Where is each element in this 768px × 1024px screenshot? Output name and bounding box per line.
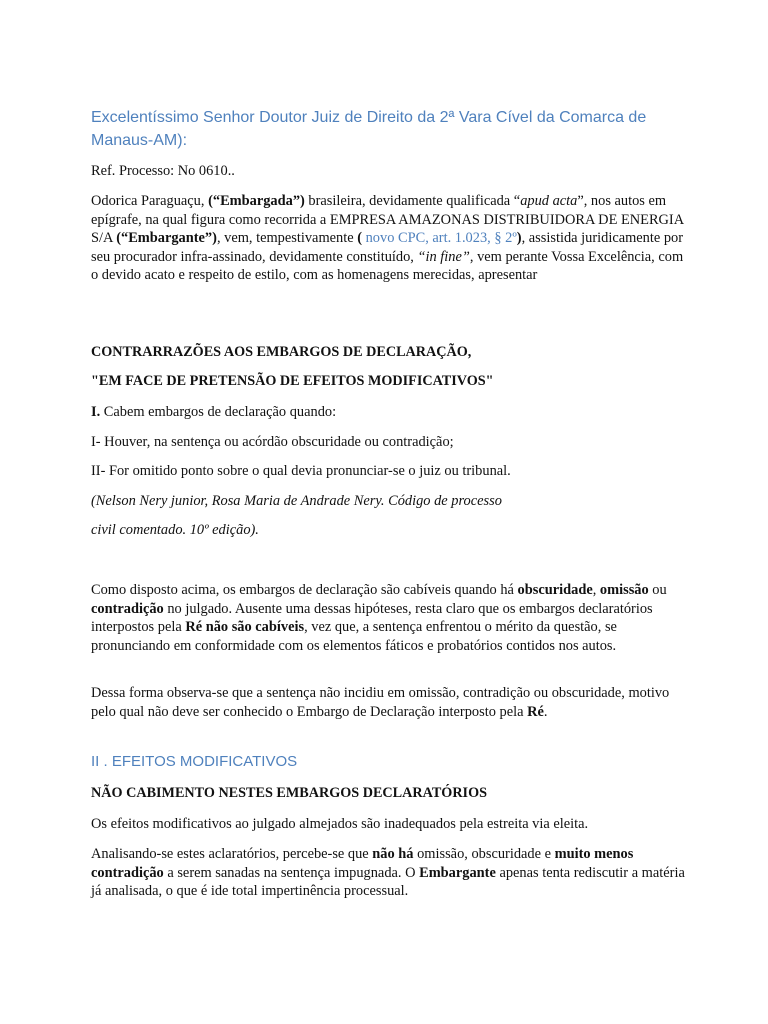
paragraph-obscuridade bbox=[91, 581, 691, 655]
intro-text: ”, nos autos em epígrafe, na qual figura como recorrida a EMPRESA AMAZONAS DISTRIBUIDORA DE ENERGIA S/A bbox=[91, 193, 684, 246]
paragraph-conclusion bbox=[91, 684, 691, 721]
para-text: a serem sanadas na sentença impugnada. O bbox=[163, 864, 420, 881]
bold-term: Ré bbox=[527, 703, 544, 720]
embargante-label: (“Embargante”) bbox=[116, 230, 217, 246]
para-text: Dessa forma observa-se que a sentença não incidiu em omissão, contradição ou obscuridade, motivo pelo qual não deve ser conhecido o Embargo de Declaração interposto pela bbox=[91, 685, 670, 720]
para-text: . bbox=[543, 703, 548, 720]
item-i-number: I. bbox=[91, 404, 101, 420]
in-fine-term: “in fine” bbox=[417, 248, 470, 265]
bold-term: Ré não são cabíveis bbox=[185, 619, 305, 635]
bold-term: Embargante bbox=[419, 864, 496, 881]
intro-text: , assistida juridicamente por seu procurador infra-assinado, devidamente constituído, bbox=[91, 230, 684, 265]
bold-term: obscuridade bbox=[517, 582, 593, 598]
para-text: Como disposto acima, os embargos de declaração são cabíveis quando há bbox=[91, 582, 518, 598]
embargada-label: (“Embargada”) bbox=[208, 193, 305, 209]
bold-term: não há bbox=[372, 846, 414, 862]
court-heading: Excelentíssimo Senhor Doutor Juiz de Direito da 2ª Vara Cível da Comarca de Manaus-AM): bbox=[91, 109, 647, 149]
citation-line-1: (Nelson Nery junior, Rosa Maria de Andrade Nery. Código de processo bbox=[91, 493, 502, 509]
intro-text: brasileira, devidamente qualificada “ bbox=[304, 193, 521, 209]
rule-line-ii: II- For omitido ponto sobre o qual devia pronunciar-se o juiz ou tribunal. bbox=[91, 463, 511, 479]
paragraph-aclaratorios bbox=[91, 845, 691, 901]
para-text: omissão, obscuridade e bbox=[413, 846, 555, 862]
apud-acta-term: apud acta bbox=[520, 193, 578, 209]
intro-text: Odorica Paraguaçu, bbox=[91, 193, 209, 209]
item-i-text: Cabem embargos de declaração quando: bbox=[100, 404, 337, 420]
process-reference: Ref. Processo: No 0610.. bbox=[91, 163, 235, 179]
intro-text: , vem perante Vossa Excelência, com o devido acato e respeito de estilo, com as homenagens merecidas, apresentar bbox=[91, 248, 684, 283]
bold-term: muito menos contradição bbox=[91, 846, 634, 881]
cpc-article-link[interactable]: novo CPC, art. 1.023, § 2º bbox=[362, 230, 517, 246]
para-text: apenas tenta rediscutir a matéria já analisada, o que é ide total impertinência processual. bbox=[91, 864, 685, 899]
item-i bbox=[91, 403, 691, 422]
para-text: , vez que, a sentença enfrentou o mérito da questão, se pronunciando em conformidade com os elementos fáticos e probatórios contidos nos autos. bbox=[91, 619, 617, 654]
para-text: Analisando-se estes aclaratórios, percebe-se que bbox=[91, 846, 373, 862]
paragraph-efeitos: Os efeitos modificativos ao julgado almejados são inadequados pela estreita via eleita. bbox=[91, 816, 589, 832]
bold-term: omissão bbox=[599, 582, 649, 598]
document-title: CONTRARRAZÕES AOS EMBARGOS DE DECLARAÇÃO, bbox=[91, 344, 472, 360]
citation-line-2: civil comentado. 10º edição). bbox=[91, 522, 259, 538]
para-text: , bbox=[592, 582, 600, 598]
open-paren: ( bbox=[357, 230, 363, 246]
section-subtitle: NÃO CABIMENTO NESTES EMBARGOS DECLARATÓRIOS bbox=[91, 785, 488, 801]
rule-line-i: I- Houver, na sentença ou acórdão obscuridade ou contradição; bbox=[91, 434, 454, 450]
section-heading-ii: II . EFEITOS MODIFICATIVOS bbox=[91, 753, 298, 770]
close-paren: ) bbox=[516, 230, 522, 246]
intro-paragraph bbox=[91, 192, 691, 285]
intro-text: , vem, tempestivamente bbox=[216, 230, 358, 246]
document-subtitle: "EM FACE DE PRETENSÃO DE EFEITOS MODIFICATIVOS" bbox=[91, 373, 494, 389]
bold-term: contradição bbox=[91, 600, 164, 617]
para-text: ou bbox=[648, 582, 667, 598]
para-text: no julgado. Ausente uma dessas hipóteses, resta claro que os embargos declaratórios interpostos pela bbox=[91, 600, 653, 635]
